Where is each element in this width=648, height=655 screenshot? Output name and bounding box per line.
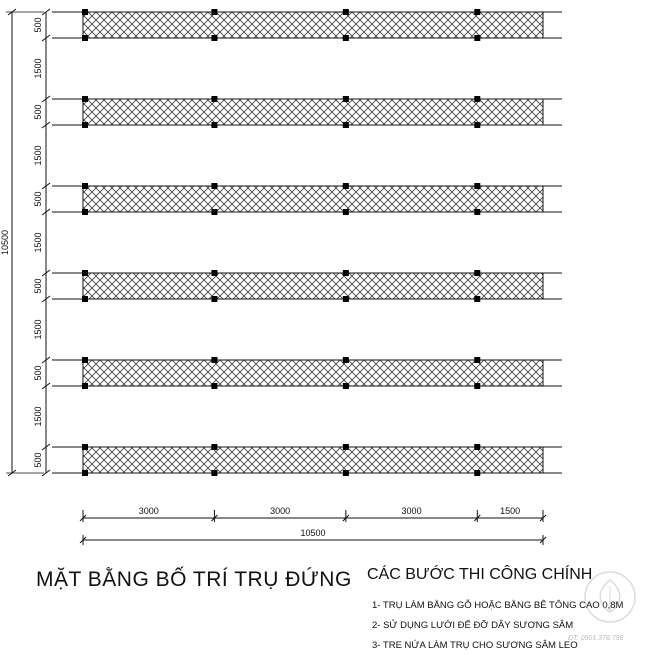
bed-row — [52, 270, 562, 302]
post-marker — [343, 209, 349, 215]
post-marker — [82, 270, 88, 276]
post-marker — [343, 122, 349, 128]
post-marker — [343, 444, 349, 450]
post-marker — [343, 357, 349, 363]
post-marker — [343, 270, 349, 276]
post-marker — [211, 270, 217, 276]
spacing-label: 1500 — [33, 406, 43, 427]
post-marker — [343, 35, 349, 41]
vertical-dimensions — [0, 9, 50, 476]
post-marker — [82, 35, 88, 41]
post-marker — [474, 122, 480, 128]
post-marker — [211, 96, 217, 102]
bed-row — [52, 96, 562, 128]
post-marker — [82, 383, 88, 389]
post-marker — [211, 470, 217, 476]
drawing-title: MẶT BẰNG BỐ TRÍ TRỤ ĐỨNG — [36, 568, 352, 591]
post-marker — [343, 96, 349, 102]
hatched-bed — [83, 186, 543, 212]
post-marker — [474, 444, 480, 450]
bed-height-label: 500 — [33, 191, 43, 207]
post-marker — [82, 209, 88, 215]
segment-length-label: 3000 — [270, 506, 291, 516]
bed-height-label: 500 — [33, 104, 43, 120]
step-item-3: 3- TRE NỨA LÀM TRỤ CHO SƯƠNG SÂM LEO — [372, 640, 578, 651]
post-marker — [211, 357, 217, 363]
hatched-bed — [83, 12, 543, 38]
bed-height-label: 500 — [33, 452, 43, 468]
segment-length-label: 3000 — [401, 506, 422, 516]
post-marker — [82, 470, 88, 476]
post-marker — [82, 444, 88, 450]
planting-beds — [52, 9, 562, 476]
post-marker — [82, 183, 88, 189]
bed-row — [52, 183, 562, 215]
total-height-label: 10500 — [0, 229, 10, 256]
spacing-label: 1500 — [33, 319, 43, 340]
post-marker — [474, 183, 480, 189]
post-marker — [82, 296, 88, 302]
post-marker — [211, 296, 217, 302]
post-marker — [343, 183, 349, 189]
post-marker — [82, 357, 88, 363]
post-marker — [474, 270, 480, 276]
post-marker — [474, 296, 480, 302]
bed-height-label: 500 — [33, 278, 43, 294]
bed-height-label: 500 — [33, 17, 43, 33]
steps-heading: CÁC BƯỚC THI CÔNG CHÍNH — [367, 566, 593, 583]
post-marker — [82, 96, 88, 102]
spacing-label: 1500 — [33, 232, 43, 253]
post-marker — [474, 96, 480, 102]
post-marker — [211, 183, 217, 189]
spacing-label: 1500 — [33, 145, 43, 166]
post-marker — [211, 122, 217, 128]
hatched-bed — [83, 360, 543, 386]
post-marker — [82, 122, 88, 128]
post-marker — [343, 296, 349, 302]
post-marker — [211, 35, 217, 41]
post-marker — [474, 470, 480, 476]
post-marker — [82, 9, 88, 15]
leaf-logo-icon — [583, 570, 637, 624]
hatched-bed — [83, 273, 543, 299]
bed-row — [52, 9, 562, 41]
post-marker — [211, 383, 217, 389]
bed-height-label: 500 — [33, 365, 43, 381]
post-marker — [474, 209, 480, 215]
horizontal-dimensions — [80, 506, 546, 545]
post-marker — [343, 383, 349, 389]
post-marker — [211, 209, 217, 215]
post-marker — [474, 357, 480, 363]
segment-length-label: 3000 — [138, 506, 159, 516]
post-marker — [343, 9, 349, 15]
hatched-bed — [83, 99, 543, 125]
post-marker — [211, 9, 217, 15]
step-item-1: 1- TRỤ LÀM BẰNG GỖ HOẶC BẰNG BÊ TÔNG CAO 0,8M — [372, 600, 624, 611]
bed-row — [52, 357, 562, 389]
segment-length-label: 1500 — [500, 506, 521, 516]
hatched-bed — [83, 447, 543, 473]
post-marker — [474, 35, 480, 41]
post-marker — [211, 444, 217, 450]
post-marker — [474, 383, 480, 389]
total-width-label: 10500 — [300, 528, 326, 538]
spacing-label: 1500 — [33, 58, 43, 79]
post-marker — [343, 470, 349, 476]
post-marker — [474, 9, 480, 15]
step-item-2: 2- SỬ DỤNG LƯỚI ĐỂ ĐỠ DÂY SƯƠNG SÂM — [372, 620, 574, 631]
bed-row — [52, 444, 562, 476]
phone-watermark: ĐT: 0901.376.798 — [568, 635, 624, 642]
